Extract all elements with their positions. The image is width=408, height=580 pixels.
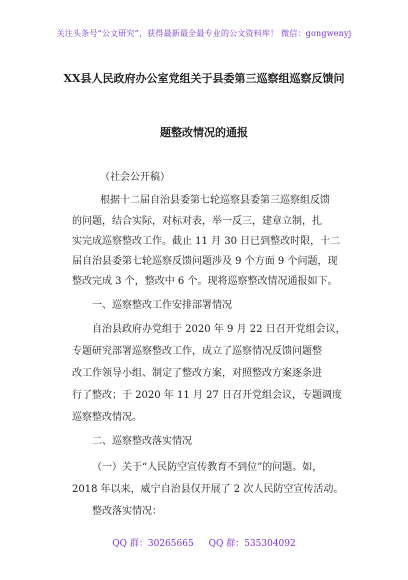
paragraph-line: 根据十二届自治县委第七轮巡察县委第三巡察组反馈 [100,195,330,206]
section-heading-1: 一、巡察整改工作安排部署情况 [92,300,232,311]
footer-qq-group-1: QQ 群：30265665 [112,539,194,549]
paragraph-line: 行了整改；于 2020 年 11 月 27 日召开党组会议，专题调度 [72,390,342,401]
paragraph-line: 届自治县委第七轮巡察反馈问题涉及 9 个方面 9 个问题，现 [72,256,338,267]
paragraph-line: （一）关于“人民防空宣传教育不到位”的问题。如， [92,462,323,473]
paragraph-line: （社会公开稿） [100,172,170,183]
footer-contact [0,536,408,549]
document-title-line-1: XX县人民政府办公室党组关于县委第三巡察组巡察反馈问 [63,72,345,85]
header-promo-text: 关注头条号“公文研究”，获得最新最全最专业的公文资料库！ 微信：gongwenyj [56,29,352,38]
paragraph-line: 的问题，结合实际，对标对表，举一反三，建章立制，扎 [72,216,322,227]
paragraph-line: 整改落实情况： [92,506,162,517]
paragraph-line: 自治县政府办党组于 2020 年 9 月 22 日召开党组会议， [92,324,346,335]
paragraph-line: 整改完成 3 个，整改中 6 个。现将巡察整改情况通报如下。 [72,276,338,287]
section-heading-2: 二、巡察整改落实情况 [92,436,192,447]
footer-qq-group-2: QQ 群：535304092 [208,539,296,549]
paragraph-line: 实完成巡察整改工作。截止 11 月 30 日已到整改时限，十二 [72,236,341,247]
paragraph-line: 改工作领导小组、制定了整改方案，对照整改方案逐条进 [72,368,322,379]
paragraph-line: 巡察整改情况。 [72,412,142,423]
document-title-line-2: 题整改情况的通报 [160,126,248,139]
paragraph-line: 专题研究部署巡察整改工作，成立了巡察情况反馈问题整 [72,346,322,357]
paragraph-line: 2018 年以来，威宁自治县仅开展了 2 次人民防空宣传活动。 [72,484,344,495]
